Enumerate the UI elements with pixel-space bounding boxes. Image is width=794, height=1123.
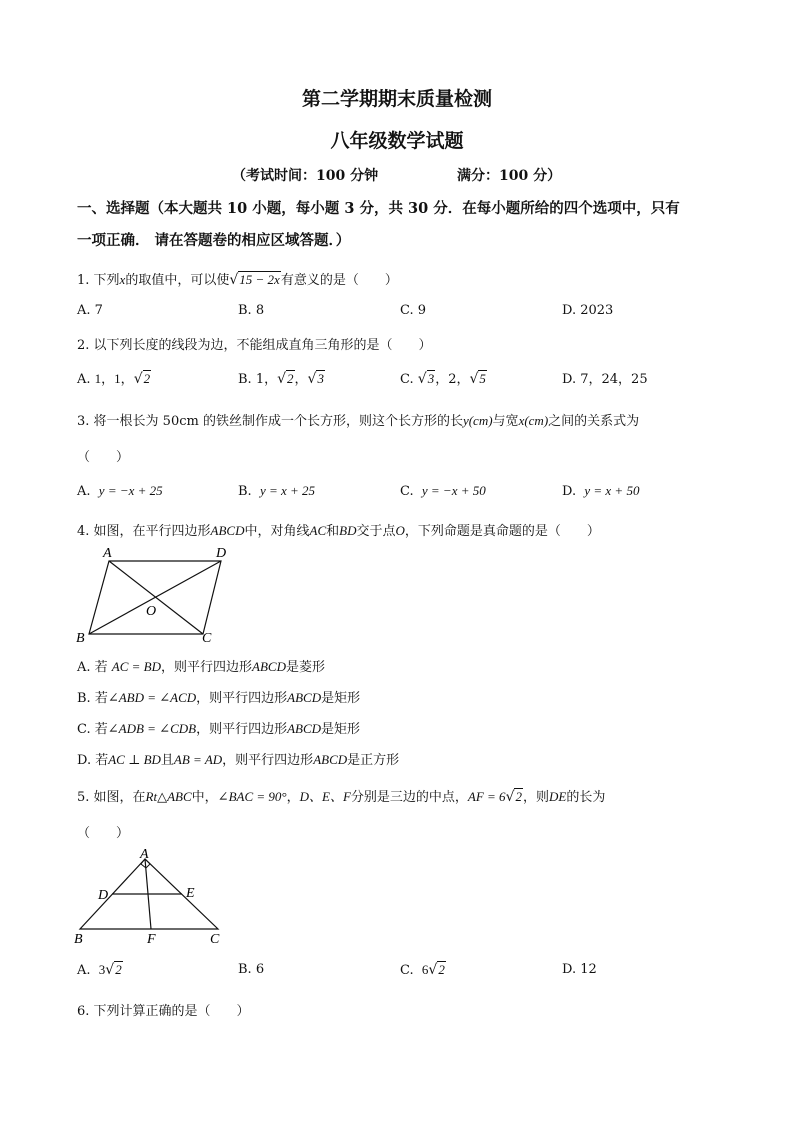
q2-b-label: B. — [238, 372, 252, 387]
q2-option-a — [77, 368, 151, 387]
q4-o: O — [395, 523, 405, 538]
q3-x-unit: x(cm) — [518, 413, 549, 428]
q4-c-abcd: ABCD — [287, 721, 322, 736]
q2-option-c — [400, 368, 487, 387]
q4-stem-e: ，下列命题是真命题的是（ ） — [404, 524, 600, 539]
q1-var: x — [119, 272, 126, 287]
q2-c-rad1: 3 — [427, 371, 435, 386]
q3-d-expr: y = x + 50 — [584, 483, 640, 498]
q2-c-label: C. — [400, 372, 414, 387]
q3-option-d — [562, 483, 639, 499]
label-a: A — [140, 847, 149, 862]
q5-rt: Rt△ABC — [145, 789, 192, 804]
q4-a-1: A. 若 — [77, 660, 108, 675]
q1-option-b: B. 8 — [238, 303, 265, 318]
q3-d-label: D. — [562, 484, 577, 499]
q5-stem-e: ，则 — [522, 790, 549, 805]
q2-b-sep: ， — [294, 372, 308, 387]
q5-stem-d: 分别是三边的中点， — [350, 790, 468, 805]
question-1-stem — [77, 269, 398, 288]
q5-stem-f: 的长为 — [566, 790, 606, 805]
q2-option-d — [562, 368, 648, 387]
q5-a-coef: 3 — [98, 962, 106, 977]
q5-stem-b: 中， — [191, 790, 218, 805]
q2-option-b — [238, 368, 325, 387]
q5-af-rad: 2 — [515, 789, 522, 804]
q3-option-c — [400, 483, 486, 499]
q2-c-text: ，2， — [435, 372, 470, 387]
label-a: A — [103, 546, 112, 561]
q2-b-text: 1， — [255, 372, 278, 387]
exam-subtitle: 八年级数学试题 — [330, 130, 464, 152]
q5-c-rad: 2 — [438, 962, 445, 977]
label-d: D — [98, 888, 109, 903]
q4-c-math: ∠ADB = ∠CDB — [107, 721, 197, 736]
q4-option-b — [77, 687, 360, 706]
q4-d-3: ，则平行四边形 — [222, 753, 314, 768]
q1-prefix: 1. 下列 — [77, 273, 120, 288]
label-o: O — [146, 604, 157, 619]
q4-abcd: ABCD — [210, 523, 245, 538]
question-5-stem — [77, 786, 605, 805]
q3-a-expr: y = −x + 25 — [98, 483, 163, 498]
q3-option-a — [77, 483, 163, 499]
sqrt-symbol-icon: √ — [105, 962, 115, 978]
q5-a-rad: 2 — [115, 962, 122, 977]
q3-end: 之间的关系式为 — [548, 414, 640, 429]
q5-angle: ∠BAC = 90° — [217, 789, 287, 804]
q4-d-1: D. 若 — [77, 753, 109, 768]
question-2-stem: 2. 以下列长度的线段为边，不能组成直角三角形的是（ ） — [77, 338, 432, 353]
q1-option-c: C. 9 — [400, 303, 427, 318]
q5-a-label: A. — [77, 963, 91, 978]
q1-radicand: 15 − 2x — [239, 272, 280, 287]
q2-b-rad1: 2 — [287, 371, 294, 386]
q1-mid: 的取值中，可以使 — [125, 273, 230, 288]
q1-option-a: A. 7 — [77, 303, 103, 318]
q4-stem-b: 中，对角线 — [244, 524, 310, 539]
diagonal-bd — [89, 561, 221, 634]
label-f: F — [147, 932, 156, 947]
q5-c-label: C. — [400, 963, 414, 978]
sqrt-symbol-icon: √ — [469, 371, 479, 387]
q2-a-label: A. — [77, 372, 91, 387]
q3-b-label: B. — [238, 484, 252, 499]
sqrt-symbol-icon: √ — [428, 962, 438, 978]
q4-stem-c: 和 — [326, 524, 340, 539]
label-c: C — [210, 932, 220, 947]
q5-af: AF = 6 — [467, 789, 506, 804]
q5-option-c — [400, 962, 446, 978]
q4-option-a — [77, 656, 325, 675]
q3-answer-parens: （ ） — [77, 450, 130, 465]
q5-c-coef: 6 — [421, 962, 429, 977]
q2-d-label: D. — [562, 372, 577, 387]
q4-d-math1: AC ⊥ BD — [108, 752, 161, 767]
label-c: C — [202, 631, 212, 646]
sqrt-symbol-icon: √ — [277, 371, 287, 387]
triangle-figure — [70, 847, 235, 947]
full-score: 满分：100 分） — [457, 168, 562, 184]
parallelogram-figure — [70, 543, 240, 646]
q4-c-1: C. 若 — [77, 722, 108, 737]
exam-title: 第二学期期末质量检测 — [301, 88, 492, 110]
q4-d-2: 且 — [160, 753, 174, 768]
q4-option-c — [77, 718, 360, 737]
sqrt-symbol-icon: √ — [307, 371, 317, 387]
q3-c-label: C. — [400, 484, 414, 499]
q2-a-rad: 2 — [143, 371, 151, 386]
q4-c-2: ，则平行四边形 — [196, 722, 288, 737]
q4-d-math2: AB = AD — [173, 752, 223, 767]
q3-a-label: A. — [77, 484, 91, 499]
q2-b-rad2: 3 — [317, 371, 324, 386]
section-heading-line2: 一项正确． 请在答题卷的相应区域答题．） — [77, 232, 351, 249]
question-6-stem: 6. 下列计算正确的是（ ） — [77, 1004, 250, 1019]
label-b: B — [76, 631, 85, 646]
q5-option-d: D. 12 — [562, 962, 597, 977]
q5-option-b: B. 6 — [238, 962, 265, 977]
sqrt-symbol-icon: √ — [229, 272, 239, 288]
q4-a-abcd: ABCD — [252, 659, 286, 674]
q4-ac: AC — [309, 523, 327, 538]
q5-answer-parens: （ ） — [77, 826, 130, 841]
sqrt-symbol-icon: √ — [417, 371, 427, 387]
label-d: D — [216, 546, 227, 561]
q4-d-abcd: ABCD — [313, 752, 348, 767]
q3-line1: 3. 将一根长为 50cm 的铁丝制作成一个长方形，则这个长方形的长 — [77, 414, 463, 429]
question-3-stem — [77, 410, 639, 429]
q4-b-1: B. 若 — [77, 691, 108, 706]
q5-option-a — [77, 962, 123, 978]
q1-option-d: D. 2023 — [562, 303, 614, 318]
label-b: B — [74, 932, 83, 947]
q2-a-text: 1，1， — [94, 371, 134, 386]
q4-option-d — [77, 749, 399, 768]
q4-a-2: ，则平行四边形 — [161, 660, 253, 675]
q4-a-math: AC = BD — [111, 659, 162, 674]
q5-stem-c: ， — [286, 790, 300, 805]
q4-d-4: 是正方形 — [347, 753, 400, 768]
q4-a-3: 是菱形 — [285, 660, 325, 675]
q4-b-abcd: ABCD — [287, 690, 322, 705]
q2-c-rad2: 5 — [479, 371, 486, 386]
q4-stem-a: 4. 如图，在平行四边形 — [77, 524, 211, 539]
q3-mid: 与宽 — [492, 414, 519, 429]
sqrt-symbol-icon: √ — [505, 789, 515, 805]
q4-bd: BD — [339, 523, 357, 538]
q4-c-3: 是矩形 — [321, 722, 361, 737]
q4-b-2: ，则平行四边形 — [196, 691, 288, 706]
q5-def: D、E、F — [299, 789, 351, 804]
section-heading-line1: 一、选择题（本大题共 10 小题，每小题 3 分，共 30 分．在每小题所给的四个选项中，只有 — [77, 200, 680, 217]
sqrt-symbol-icon: √ — [133, 371, 143, 387]
q3-c-expr: y = −x + 50 — [421, 483, 486, 498]
q5-de: DE — [549, 789, 567, 804]
label-e: E — [186, 886, 195, 901]
q3-y-unit: y(cm) — [462, 413, 493, 428]
q4-b-math: ∠ABD = ∠ACD — [107, 690, 197, 705]
q2-d-text: 7，24，25 — [580, 372, 648, 387]
q3-b-expr: y = x + 25 — [259, 483, 316, 498]
q4-b-3: 是矩形 — [321, 691, 361, 706]
q3-option-b — [238, 483, 315, 499]
q4-stem-d: 交于点 — [356, 524, 396, 539]
exam-time: （考试时间：100 分钟 — [232, 168, 379, 184]
q5-stem-a: 5. 如图，在 — [77, 790, 146, 805]
q1-suffix: 有意义的是（ ） — [280, 273, 398, 288]
question-4-stem — [77, 520, 600, 539]
